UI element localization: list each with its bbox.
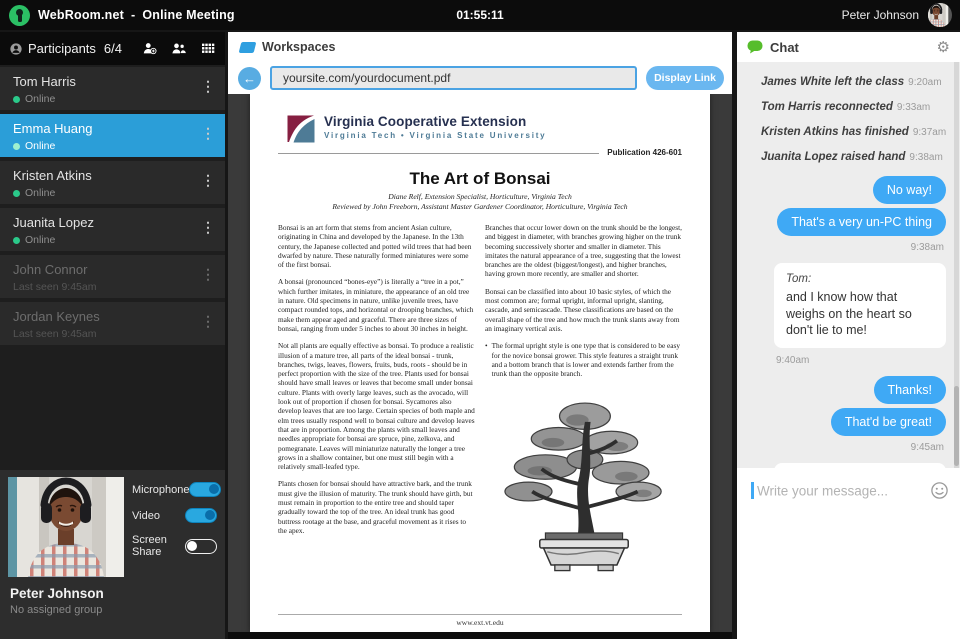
participant-status: Online [25,187,56,199]
bullet-text: The formal upright style is one type that is considered to be easy for the novice bonsai grower. This style features a straight trunk and a bottom branch that is lower and extends farther from the trunk than the opposite branch. [491,341,681,379]
workspace-bottom-strip [228,632,732,639]
title-separator: - [131,8,136,22]
top-bar [0,0,960,30]
chat-title: Chat [770,39,799,55]
outgoing-message-bubble: That's a very un-PC thing [777,208,946,236]
online-dot [13,96,20,103]
participant-menu-icon[interactable]: ⋮ [201,125,215,141]
message-time: 9:38am [909,152,943,163]
incoming-message [774,263,946,366]
participant-name: Emma Huang [13,121,93,136]
workspaces-icon [239,42,257,53]
document-url-input[interactable] [270,66,637,90]
grid-view-icon[interactable] [202,42,215,55]
document-footer-url: www.ext.vt.edu [278,614,682,627]
workspace-title: Workspaces [262,40,336,54]
outgoing-message-bubble: Thanks! [874,376,946,404]
online-dot [13,190,20,197]
message-time: 9:37am [912,127,947,138]
message-time: 9:40am [776,354,810,366]
document-right-column [485,223,682,582]
message-time: 9:45am [910,441,944,453]
chat-scrollbar-thumb[interactable] [954,386,959,466]
message-time: 9:20am [908,77,942,88]
self-video-preview [8,477,124,577]
participant-name: Juanita Lopez [13,215,94,230]
participant-menu-icon[interactable]: ⋮ [201,266,215,282]
meeting-title: Online Meeting [142,8,235,22]
participant-name: Tom Harris [13,74,76,89]
meeting-timer: 01:55:11 [456,8,504,22]
video-toggle-label: Video [132,509,160,522]
paragraph: Bonsai is an art form that stems from ancient Asian culture, originating in China and developed by the Japanese. In the 13th century, the Japanese collected and potted wild trees that had been dwarfed by nature. These naturally formed miniatures were some of the first bonsai. [278,222,472,270]
participant-row-emma-huang[interactable] [0,114,225,157]
paragraph: Branches that occur lower down on the trunk should be the longest, and biggest in diameter, with branches growing higher on the trunk becoming successively shorter and smaller in diameter. This imitates the natural appearance of a tree, suggesting that the lowest branches are the oldest (biggest/longest), and higher branches, having grown more recently, are smaller and shorter. [485,222,682,279]
self-view-card [0,470,225,639]
text-caret [751,482,754,499]
microphone-toggle-label: Microphone [132,483,190,496]
participant-name: Jordan Keynes [13,309,100,324]
participant-row-john-connor[interactable] [0,255,225,298]
paragraph: Bonsai can be classified into about 10 basic styles, of which the most common are; formal upright, informal upright, slanting, cascade, and semicascade. These classifications are based on the overall shape of the tree and how much the trunk slants away from an imaginary vertical axis. [485,286,680,333]
participant-menu-icon[interactable]: ⋮ [201,172,215,188]
chat-panel [737,32,960,639]
participants-panel [0,32,225,639]
media-toggles [132,482,217,569]
video-toggle[interactable] [185,508,217,523]
vce-logo-icon [286,114,316,144]
document-viewer[interactable] [228,94,732,632]
online-dot [13,143,20,150]
document-byline-1: Diane Relf, Extension Specialist, Horticulture, Virginia Tech [388,192,572,201]
chat-header [737,32,960,62]
participant-status: Online [25,140,56,152]
workspace-toolbar [228,62,732,94]
message-sender: Tom: [786,273,812,285]
bullet-item [485,341,682,378]
participant-menu-icon[interactable]: ⋮ [201,313,215,329]
bullet-marker: • [485,341,488,351]
participants-icon [10,41,22,57]
participant-row-tom-harris[interactable] [0,67,225,110]
chat-bubble-icon [747,40,763,54]
screen-share-toggle-label: Screen Share [132,534,167,558]
system-message: Juanita Lopez raised hand 9:38am [761,151,943,163]
participant-status: Last seen 9:45am [13,281,97,293]
participant-status: Online [25,93,56,105]
workspace-header [228,32,732,62]
document-masthead [278,114,682,144]
participant-row-jordan-keynes[interactable] [0,302,225,345]
publication-row [278,148,682,157]
display-link-button[interactable]: Display Link [646,66,724,90]
microphone-toggle[interactable] [189,482,221,497]
self-group: No assigned group [10,604,103,616]
organization-subtitle: Virginia Tech • Virginia State University [324,131,547,140]
online-dot [13,237,20,244]
system-message: Kristen Atkins has finished 9:37am [761,126,947,138]
chat-input-placeholder: Write your message... [757,483,889,499]
publication-number: Publication 426-601 [607,148,682,157]
chat-input-area[interactable] [737,468,960,639]
workspace-panel [228,32,732,639]
paragraph: A bonsai (pronounced “bones-eye”) is literally a “tree in a pot,” which further imitates, in miniature, the appearance of an old tree in nature. Old specimens in nature, unlike juvenile trees, have compact rounded tops, and horizontal or drooping branches, which make them appear aged and graceful. There are three sizes of bonsai, ranging from under 5 inches to about 30 inches in height. [278,277,474,333]
document-byline-2: Reviewed by John Freeborn, Assistant Master Gardener Coordinator, Horticulture, Virginia Tech [332,202,628,212]
pdf-page [250,94,710,632]
participant-name: Kristen Atkins [13,168,92,183]
add-participant-icon[interactable] [143,41,157,56]
brand-name: WebRoom.net [38,8,124,22]
organization-name: Virginia Cooperative Extension [324,114,527,129]
emoji-smiley-icon[interactable] [931,482,948,499]
outgoing-message-bubble: No way! [873,176,946,204]
paragraph: Plants chosen for bonsai should have attractive bark, and the trunk must give the illusion of maturity. The trunk should have girth, but must remain in proportion to the entire tree and should taper gradually toward the top of the tree. An ideal trunk has good buttress rootage at the base, and graceful movement as it rises to the apex. [278,479,473,535]
participant-name: John Connor [13,262,88,277]
participants-header [0,32,225,65]
participants-list [0,65,225,345]
screen-share-toggle[interactable] [185,539,217,554]
document-left-column [278,223,475,582]
participant-status: Last seen 9:45am [13,328,97,340]
current-user-name: Peter Johnson [841,8,919,22]
chat-scrollbar[interactable] [954,62,959,468]
incoming-message-bubble [774,263,946,348]
system-message: James White left the class 9:20am [761,76,942,88]
paragraph: Not all plants are equally effective as bonsai. To produce a realistic illusion of a mature tree, all parts of the ideal bonsai - trunk, branches, twigs, leaves, flowers, fruits, buds, roots - should be in perfect proportion with the size of the tree. Plants used for bonsai should have small leaves or leaves that become small under bonsai culture. Plants with overly large leaves, such as the avocado, will look out of proportion if chosen for bonsai. Sycamores also develop leaves that are too large. Certain species of both maple and elm trees usually respond well to bonsai culture and develop leaves that are in proportion. Among the plants with small leaves and needles appropriate for bonsai are spruce, pine, zelkova, and pomegranate. Leaves will miniaturize naturally the longer a tree grows in a shallow container, but one must still begin with a relatively small-leafed type. [278,341,475,472]
back-button[interactable] [238,67,261,90]
participant-row-juanita-lopez[interactable] [0,208,225,251]
back-arrow-icon: ← [243,70,256,86]
chat-settings-gear-icon[interactable]: ⚙ [936,38,950,56]
participant-menu-icon[interactable]: ⋮ [201,219,215,235]
participant-status: Online [25,234,56,246]
message-time: 9:38am [910,242,944,253]
message-time: 9:33am [896,102,931,113]
document-title: The Art of Bonsai [409,169,551,188]
message-text: and I know how that weighs on the heart so don't lie to me! [786,290,912,338]
outgoing-message-bubble: That'd be great! [831,408,946,436]
chat-message-list[interactable] [737,62,960,468]
participants-title: Participants [28,41,96,56]
bonsai-illustration [504,386,664,582]
system-message: Tom Harris reconnected 9:33am [761,101,931,113]
self-name: Peter Johnson [10,586,104,601]
masthead-rule [278,153,599,154]
participant-row-kristen-atkins[interactable] [0,161,225,204]
participant-menu-icon[interactable]: ⋮ [201,78,215,94]
participants-group-icon[interactable] [172,41,187,56]
participants-count: 6/4 [103,41,122,56]
